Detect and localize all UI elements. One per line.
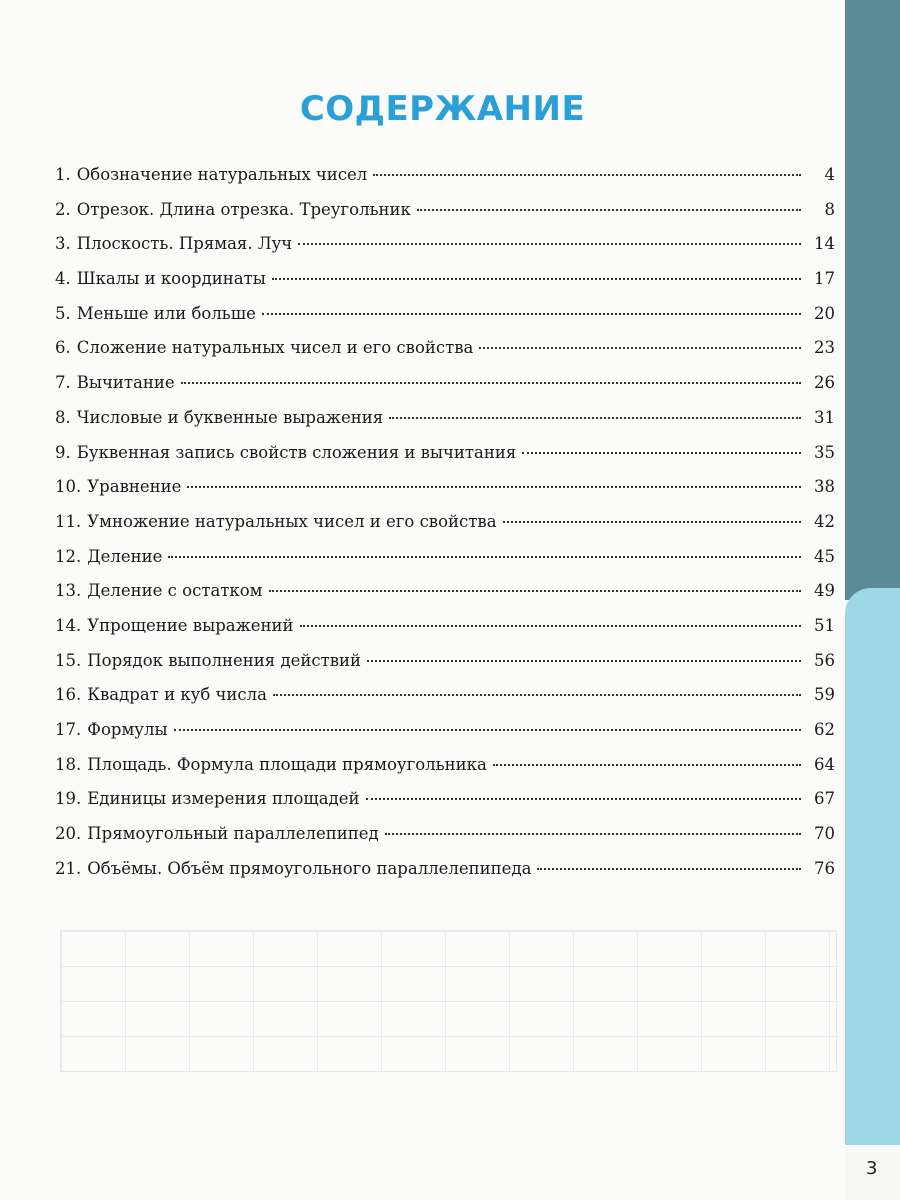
toc-entry-page: 20 bbox=[814, 303, 835, 323]
toc-entry-title: Буквенная запись свойств сложения и вычитания bbox=[76, 442, 517, 462]
toc-entry-number: 7. bbox=[55, 373, 71, 393]
toc-entry-title: Объёмы. Объём прямоугольного параллелепипеда bbox=[87, 858, 532, 878]
dot-leader bbox=[366, 798, 801, 800]
toc-entry-title: Умножение натуральных чисел и его свойства bbox=[87, 511, 497, 531]
toc-entry[interactable] bbox=[55, 165, 835, 200]
toc-entry[interactable] bbox=[55, 200, 835, 235]
toc-entry-page: 64 bbox=[814, 754, 835, 774]
toc-entry[interactable] bbox=[55, 234, 835, 269]
toc-entry[interactable] bbox=[55, 651, 835, 686]
toc-entry-title: Меньше или больше bbox=[76, 303, 256, 323]
toc-entry-page: 17 bbox=[814, 269, 835, 289]
toc-entry-number: 10. bbox=[55, 477, 82, 497]
toc-entry[interactable] bbox=[55, 512, 835, 547]
toc-entry-number: 6. bbox=[55, 338, 71, 358]
dot-leader bbox=[181, 382, 801, 384]
toc-entry[interactable] bbox=[55, 269, 835, 304]
toc-entry-page: 26 bbox=[814, 373, 835, 393]
toc-entry-page: 8 bbox=[824, 199, 835, 219]
toc-entry-page: 31 bbox=[814, 407, 835, 427]
toc-entry-title: Квадрат и куб числа bbox=[87, 685, 267, 705]
toc-entry-page: 23 bbox=[814, 338, 835, 358]
toc-entry[interactable] bbox=[55, 789, 835, 824]
toc-entry[interactable] bbox=[55, 408, 835, 443]
dot-leader bbox=[385, 833, 801, 835]
toc-entry-page: 56 bbox=[814, 650, 835, 670]
toc-entry-number: 14. bbox=[55, 615, 82, 635]
toc-entry-title: Формулы bbox=[87, 720, 168, 739]
toc-entry[interactable] bbox=[55, 373, 835, 408]
toc-entry-number: 21. bbox=[55, 858, 82, 878]
table-of-contents bbox=[55, 165, 835, 893]
dot-leader bbox=[168, 556, 801, 558]
toc-entry-number: 18. bbox=[55, 754, 82, 774]
dot-leader bbox=[174, 729, 801, 731]
toc-entry-number: 2. bbox=[55, 199, 71, 219]
toc-entry-title: Вычитание bbox=[76, 373, 175, 393]
toc-entry-number: 12. bbox=[55, 546, 82, 566]
page-edge-band-light bbox=[845, 588, 900, 1148]
toc-entry-title: Деление bbox=[87, 546, 163, 566]
dot-leader bbox=[417, 209, 801, 211]
toc-entry-title: Числовые и буквенные выражения bbox=[76, 407, 384, 427]
dot-leader bbox=[272, 278, 801, 280]
toc-entry-title: Шкалы и координаты bbox=[76, 269, 266, 289]
dot-leader bbox=[389, 417, 801, 419]
toc-entry-title: Площадь. Формула площади прямоугольника bbox=[87, 754, 487, 774]
toc-entry[interactable] bbox=[55, 581, 835, 616]
toc-entry-number: 9. bbox=[55, 442, 71, 462]
toc-entry-number: 13. bbox=[55, 581, 82, 601]
dot-leader bbox=[300, 625, 801, 627]
toc-entry-title: Сложение натуральных чисел и его свойства bbox=[76, 338, 474, 358]
toc-entry[interactable] bbox=[55, 755, 835, 790]
toc-entry-page: 76 bbox=[814, 858, 835, 878]
toc-entry-title: Уравнение bbox=[87, 477, 182, 497]
toc-entry[interactable] bbox=[55, 685, 835, 720]
toc-entry-title: Упрощение выражений bbox=[87, 615, 294, 635]
dot-leader bbox=[479, 347, 801, 349]
dot-leader bbox=[503, 521, 801, 523]
dot-leader bbox=[537, 868, 801, 870]
toc-entry-page: 14 bbox=[814, 234, 835, 254]
dot-leader bbox=[522, 452, 801, 454]
toc-entry-title: Обозначение натуральных чисел bbox=[76, 165, 368, 184]
toc-entry[interactable] bbox=[55, 304, 835, 339]
toc-entry-page: 38 bbox=[814, 477, 835, 497]
toc-entry-page: 62 bbox=[814, 720, 835, 739]
toc-entry-number: 5. bbox=[55, 303, 71, 323]
toc-entry-page: 59 bbox=[814, 685, 835, 705]
dot-leader bbox=[493, 764, 801, 766]
toc-entry[interactable] bbox=[55, 824, 835, 859]
toc-entry[interactable] bbox=[55, 547, 835, 582]
toc-entry[interactable] bbox=[55, 720, 835, 755]
toc-entry-number: 8. bbox=[55, 407, 71, 427]
dot-leader bbox=[269, 590, 801, 592]
toc-entry[interactable] bbox=[55, 338, 835, 373]
toc-entry[interactable] bbox=[55, 616, 835, 651]
dot-leader bbox=[367, 660, 801, 662]
toc-entry[interactable] bbox=[55, 477, 835, 512]
toc-entry-number: 20. bbox=[55, 824, 82, 844]
toc-entry-number: 19. bbox=[55, 789, 82, 809]
toc-entry-title: Порядок выполнения действий bbox=[87, 650, 362, 670]
toc-entry-title: Деление с остатком bbox=[87, 581, 263, 601]
show-through-table-grid bbox=[60, 930, 837, 1072]
toc-entry-title: Единицы измерения площадей bbox=[87, 789, 360, 809]
toc-entry-title: Прямоугольный параллелепипед bbox=[87, 824, 379, 844]
toc-entry[interactable] bbox=[55, 443, 835, 478]
page-number: 3 bbox=[866, 1158, 878, 1179]
toc-entry-number: 15. bbox=[55, 650, 82, 670]
toc-entry-number: 3. bbox=[55, 234, 71, 254]
dot-leader bbox=[273, 694, 801, 696]
toc-entry-title: Отрезок. Длина отрезка. Треугольник bbox=[76, 199, 411, 219]
toc-entry[interactable] bbox=[55, 859, 835, 894]
toc-entry-page: 51 bbox=[814, 615, 835, 635]
toc-entry-title: Плоскость. Прямая. Луч bbox=[76, 234, 293, 254]
dot-leader bbox=[187, 486, 801, 488]
toc-entry-number: 1. bbox=[55, 165, 71, 184]
toc-entry-page: 45 bbox=[814, 546, 835, 566]
toc-entry-number: 4. bbox=[55, 269, 71, 289]
toc-entry-page: 49 bbox=[814, 581, 835, 601]
page-title: СОДЕРЖАНИЕ bbox=[299, 88, 586, 129]
dot-leader bbox=[298, 243, 801, 245]
toc-entry-number: 11. bbox=[55, 511, 82, 531]
toc-entry-page: 42 bbox=[814, 511, 835, 531]
toc-entry-number: 17. bbox=[55, 720, 82, 739]
toc-entry-page: 67 bbox=[814, 789, 835, 809]
dot-leader bbox=[262, 313, 801, 315]
toc-entry-number: 16. bbox=[55, 685, 82, 705]
toc-entry-page: 70 bbox=[814, 824, 835, 844]
toc-entry-page: 4 bbox=[824, 165, 835, 184]
dot-leader bbox=[373, 174, 801, 176]
toc-entry-page: 35 bbox=[814, 442, 835, 462]
